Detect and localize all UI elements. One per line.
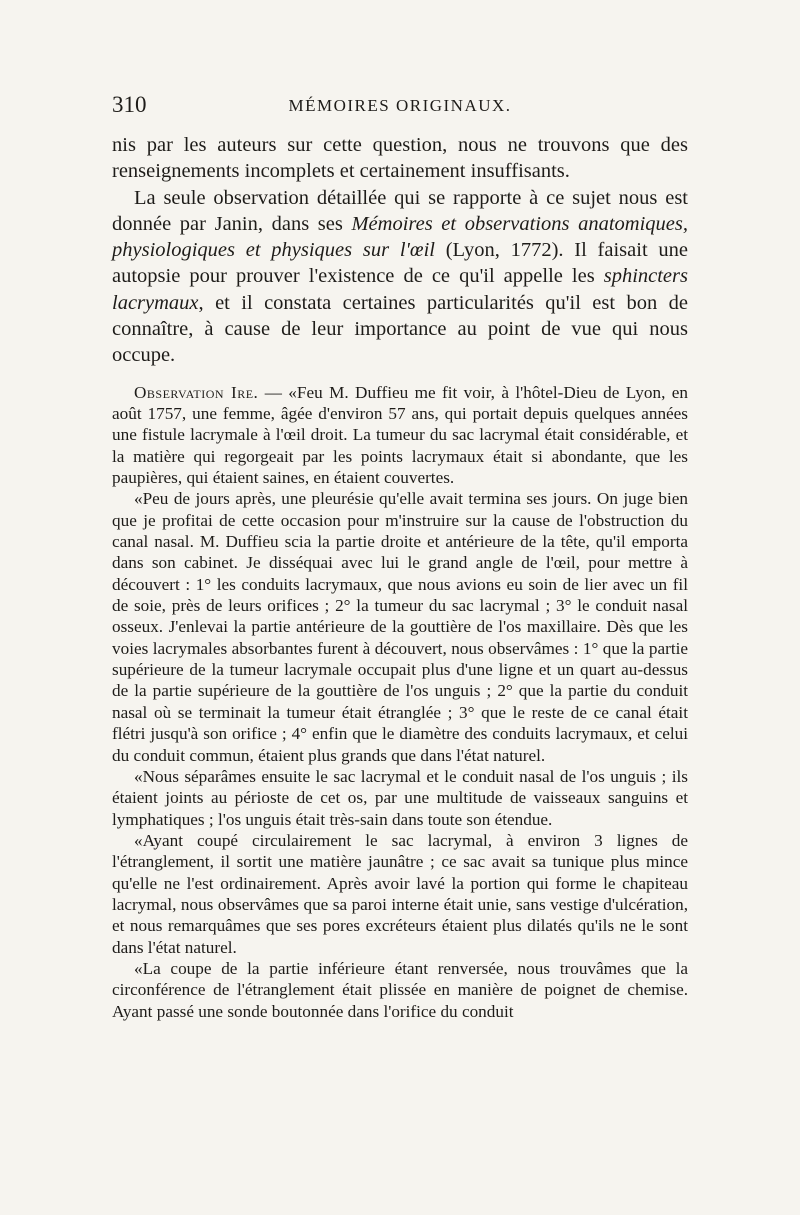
observation-paragraph-5: «La coupe de la partie inférieure étant renversée, nous trouvâmes que la circonférence de l'étranglement était plissée en manière de poignet de chemise. Ayant passé une sonde boutonnée dans l'orifice du conduit: [112, 958, 688, 1021]
paragraph-janin: [112, 185, 688, 369]
page-number: 310: [112, 92, 147, 117]
observation-label: Observation Ire.: [134, 382, 259, 402]
observation-text-1: — «Feu M. Duffieu me fit voir, à l'hôtel-Dieu de Lyon, en août 1757, une femme, âgée d'environ 57 ans, qui portait depuis quelques années une fistule lacrymale à l'œil droit. La tumeur du sac lacrymal était considérable, et la matière qui regorgeait par les points lacrymaux était si abondante, que les paupières, qui étaient saines, en étaient couvertes.: [112, 382, 688, 488]
paragraph-janin-text-a: La seule observation détaillée qui se rapporte à ce sujet nous est donnée par Janin, dans ses: [112, 186, 688, 235]
running-title: MÉMOIRES ORIGINAUX.: [288, 96, 512, 115]
running-head: [112, 92, 688, 126]
paragraph-janin-text-b: (Lyon, 1772). Il faisait une autopsie pour prouver l'existence de ce qu'il appelle les: [112, 239, 688, 288]
paragraph-continuation: nis par les auteurs sur cette question, nous ne trouvons que des renseignements incomplets et certainement insuffisants.: [112, 134, 688, 183]
paragraph-janin-text-c: , et il constata certaines particularités qu'il est bon de connaître, à cause de leur importance au point de vue qui nous occupe.: [112, 291, 688, 367]
observation-paragraph-2: «Peu de jours après, une pleurésie qu'elle avait termina ses jours. On juge bien que je profitai de cette occasion pour m'instruire sur la cause de l'obstruction du canal nasal. M. Duffieu scia la partie droite et antérieure de la tête, qu'il emporta dans son cabinet. Je disséquai avec lui le grand angle de l'œil, pour mettre à découvert : 1° les conduits lacrymaux, que nous avions eu soin de lier avec un fil de soie, près de leurs orifices ; 2° la tumeur du sac lacrymal ; 3° le conduit nasal osseux. J'enlevai la partie antérieure de la gouttière de l'os maxillaire. Dès que les voies lacrymales absorbantes furent à découvert, nous observâmes : 1° que la partie supérieure de la tumeur lacrymale occupait plus d'une ligne et un quart au-dessus de la partie supérieure de la gouttière de l'os unguis ; 2° que la partie du conduit nasal où se terminait la tumeur était étranglée ; 3° que le reste de ce canal était flétri jusqu'à son orifice ; 4° enfin que le diamètre des conduits lacrymaux, et celui du conduit commun, étaient plus grands que dans l'état naturel.: [112, 489, 688, 765]
term-sphincters: sphincters lacrymaux: [112, 265, 688, 314]
book-title: Mémoires et observations anatomiques, physiologiques et physiques sur l'œil: [112, 212, 688, 262]
observation-paragraph-4: «Ayant coupé circulairement le sac lacrymal, à environ 3 lignes de l'étranglement, il sortit une matière jaunâtre ; ce sac avait sa tunique plus mince qu'elle ne l'est ordinairement. Après avoir lavé la portion qui forme le chapiteau lacrymal, nous observâmes que sa paroi interne était unie, sans vestige d'ulcération, et nous remarquâmes que ses pores excréteurs étaient plus dilatés qu'ils ne le sont dans l'état naturel.: [112, 830, 688, 957]
main-text: [112, 132, 688, 369]
observation-paragraph-1: [112, 382, 688, 489]
observation-block: [112, 382, 688, 1022]
observation-paragraph-3: «Nous séparâmes ensuite le sac lacrymal et le conduit nasal de l'os unguis ; ils étaient joints au périoste de cet os, par une multitude de vaisseaux sanguins et lymphatiques ; l'os unguis était très-sain dans toute son étendue.: [112, 766, 688, 829]
